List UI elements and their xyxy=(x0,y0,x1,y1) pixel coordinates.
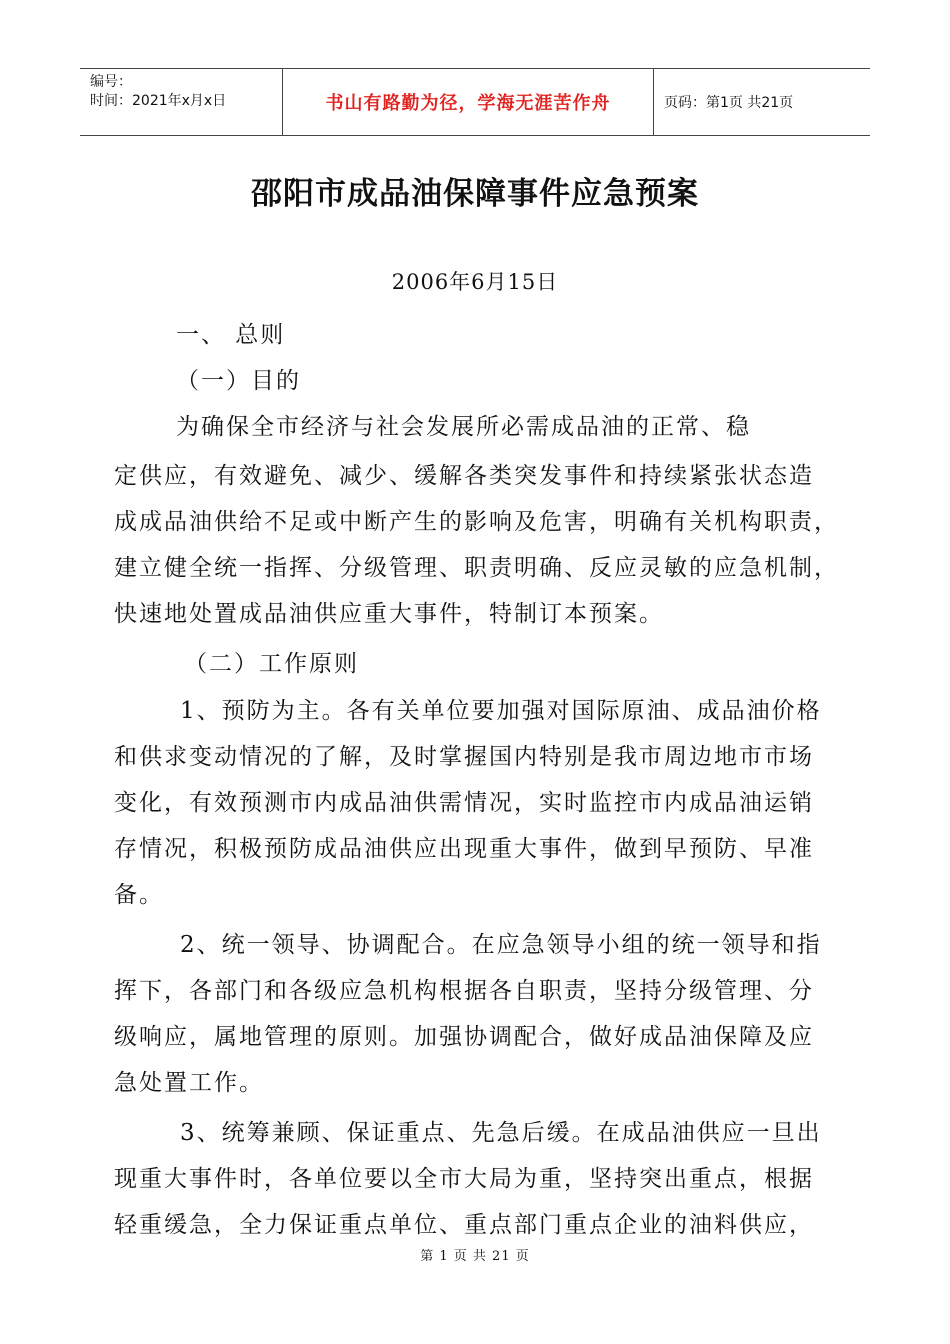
header-meta xyxy=(80,69,282,135)
document-title: 邵阳市成品油保障事件应急预案 xyxy=(251,176,699,212)
subsection-heading-purpose: （一）目的 xyxy=(176,368,301,394)
body-line: 快速地处置成品油供应重大事件，特制订本预案。 xyxy=(114,601,664,627)
body-line: 现重大事件时，各单位要以全市大局为重，坚持突出重点，根据 xyxy=(114,1166,814,1192)
time-label: 时间：2021年x月x日 xyxy=(90,93,227,109)
header-page-cell xyxy=(654,69,870,135)
body-line: 急处置工作。 xyxy=(114,1070,264,1096)
subsection-heading-principles: （二）工作原则 xyxy=(184,651,359,677)
body-line: 3、统筹兼顾、保证重点、先急后缓。在成品油供应一旦出 xyxy=(180,1120,822,1146)
document-header xyxy=(80,68,870,136)
page-code: 页码：第1页 共21页 xyxy=(664,95,794,111)
section-heading-general: 一、 总则 xyxy=(176,322,286,348)
body-line: 2、统一领导、协调配合。在应急领导小组的统一领导和指 xyxy=(180,932,822,958)
motto-text: 书山有路勤为径，学海无涯苦作舟 xyxy=(325,93,611,114)
document-date: 2006年6月15日 xyxy=(391,270,559,294)
body-line: 备。 xyxy=(114,882,164,908)
body-line: 挥下，各部门和各级应急机构根据各自职责，坚持分级管理、分 xyxy=(114,978,814,1004)
body-line: 级响应，属地管理的原则。加强协调配合，做好成品油保障及应 xyxy=(114,1024,814,1050)
body-line: 变化，有效预测市内成品油供需情况，实时监控市内成品油运销 xyxy=(114,790,814,816)
body-line: 建立健全统一指挥、分级管理、职责明确、反应灵敏的应急机制， xyxy=(114,555,839,581)
body-line: 1、预防为主。各有关单位要加强对国际原油、成品油价格 xyxy=(180,698,822,724)
number-label: 编号： xyxy=(90,74,132,90)
body-line: 存情况，积极预防成品油供应出现重大事件，做到早预防、早准 xyxy=(114,836,814,862)
body-line: 轻重缓急，全力保证重点单位、重点部门重点企业的油料供应， xyxy=(114,1212,814,1238)
body-line: 为确保全市经济与社会发展所必需成品油的正常、稳 xyxy=(176,414,751,440)
body-line: 定供应，有效避免、减少、缓解各类突发事件和持续紧张状态造 xyxy=(114,463,814,489)
header-motto-cell xyxy=(282,69,654,135)
body-line: 成成品油供给不足或中断产生的影响及危害，明确有关机构职责， xyxy=(114,509,839,535)
page-footer: 第 1 页 共 21 页 xyxy=(420,1249,530,1264)
body-line: 和供求变动情况的了解，及时掌握国内特别是我市周边地市市场 xyxy=(114,744,814,770)
